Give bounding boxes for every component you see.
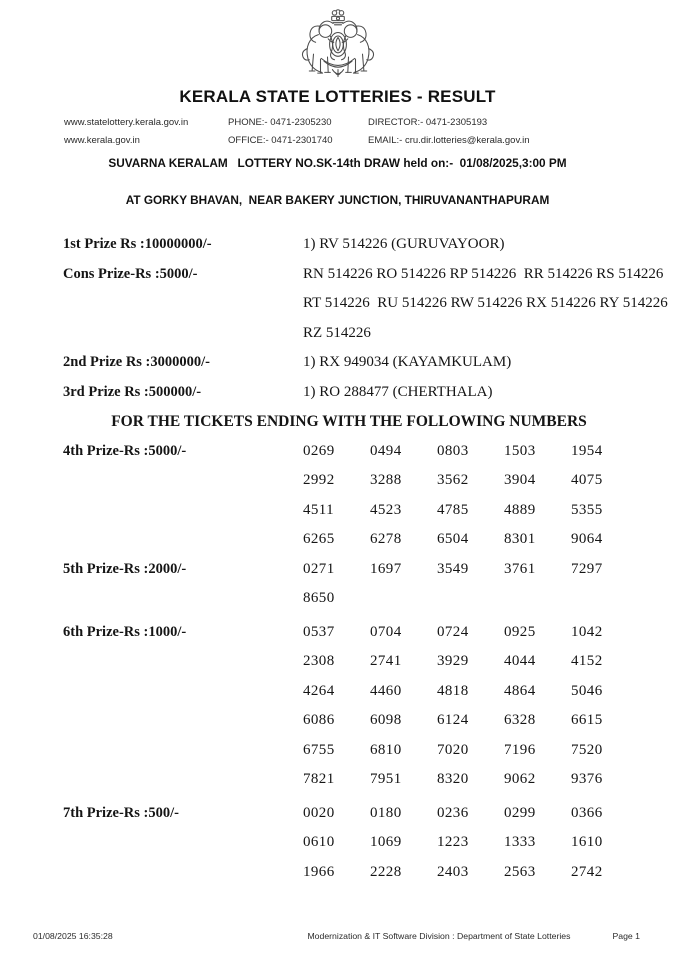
ticket-number: 5355 [571, 501, 603, 518]
ticket-number: 7520 [571, 741, 603, 758]
ticket-number: 1697 [370, 560, 402, 577]
second-prize-label: 2nd Prize Rs :3000000/- [63, 354, 210, 370]
ticket-number: 7196 [504, 741, 536, 758]
ticket-number: 6086 [303, 712, 335, 728]
ticket-number-row [303, 584, 638, 614]
ticket-number: 6278 [370, 531, 402, 547]
ticket-number: 6755 [303, 741, 335, 758]
ticket-number: 0494 [370, 442, 402, 459]
ticket-number: 4511 [303, 501, 335, 518]
consolation-series-line: RZ 514226 [303, 324, 371, 341]
ticket-number-row [303, 525, 638, 555]
ticket-number: 9064 [571, 531, 603, 547]
consolation-series-line: RT 514226 RU 514226 RW 514226 RX 514226 RY 514226 [303, 295, 668, 311]
ticket-number-row [303, 437, 638, 467]
ticket-number: 1503 [504, 442, 536, 459]
seventh-prize-label: 7th Prize-Rs :500/- [63, 804, 179, 821]
emblem-container [0, 0, 675, 87]
ticket-number: 4460 [370, 682, 402, 699]
footer-timestamp: 01/08/2025 16:35:28 [33, 931, 113, 941]
ticket-number: 4152 [571, 653, 603, 669]
ticket-number: 1333 [504, 834, 536, 850]
ticket-number: 0020 [303, 804, 335, 821]
fifth-prize-label: 5th Prize-Rs :2000/- [63, 560, 187, 577]
contact-website-2: www.kerala.gov.in [64, 135, 140, 146]
first-prize-winner: 1) RV 514226 (GURUVAYOOR) [303, 236, 505, 252]
ticket-number: 3761 [504, 560, 536, 577]
ticket-number: 8320 [437, 771, 469, 787]
cons-prize-series [303, 260, 668, 349]
ticket-number-row [303, 765, 638, 795]
page-footer [0, 931, 675, 941]
ticket-number: 0610 [303, 834, 335, 850]
second-prize-row [63, 348, 635, 378]
ticket-number: 3562 [437, 472, 469, 488]
ticket-number: 7020 [437, 741, 469, 758]
results-section [63, 230, 668, 887]
ticket-number: 2403 [437, 863, 469, 880]
ticket-number-row [303, 677, 638, 707]
third-prize-row [63, 378, 635, 408]
ticket-number: 0269 [303, 442, 335, 459]
fifth-prize-row [63, 555, 635, 614]
contact-email: EMAIL:- cru.dir.lotteries@kerala.gov.in [368, 135, 530, 146]
ticket-number: 0803 [437, 442, 469, 459]
ticket-number: 2992 [303, 472, 335, 488]
ticket-number: 0704 [370, 623, 402, 640]
ticket-number: 6504 [437, 531, 469, 547]
ticket-number: 0724 [437, 623, 469, 640]
ticket-number: 1966 [303, 863, 335, 880]
ticket-number: 1954 [571, 442, 603, 459]
ticket-number: 4523 [370, 501, 402, 518]
contact-website-1: www.statelottery.kerala.gov.in [64, 117, 189, 128]
ticket-number: 6265 [303, 531, 335, 547]
ticket-number: 7297 [571, 560, 603, 577]
contact-info [64, 114, 635, 150]
fourth-prize-numbers [303, 437, 638, 555]
ticket-number-row [303, 555, 638, 585]
ticket-number: 6810 [370, 741, 402, 758]
ticket-number-row [303, 496, 638, 526]
footer-division: Modernization & IT Software Division : Department of State Lotteries [307, 931, 571, 941]
ticket-number-row [303, 736, 638, 766]
ticket-number: 6124 [437, 712, 469, 728]
ticket-number: 7951 [370, 771, 402, 787]
ticket-number-row [303, 828, 638, 858]
contact-phone: PHONE:- 0471-2305230 [228, 117, 332, 128]
ticket-number: 1610 [571, 834, 603, 850]
ticket-number: 0180 [370, 804, 402, 821]
ticket-number: 3929 [437, 653, 469, 669]
ticket-number-row [303, 706, 638, 736]
ticket-number: 2563 [504, 863, 536, 880]
ticket-number: 9062 [504, 771, 536, 787]
sixth-prize-row [63, 618, 635, 795]
ticket-number: 0366 [571, 804, 603, 821]
ticket-number: 0299 [504, 804, 536, 821]
ticket-number: 4785 [437, 501, 469, 518]
seventh-prize-numbers [303, 799, 638, 888]
ticket-number: 3549 [437, 560, 469, 577]
ticket-number: 9376 [571, 771, 603, 787]
ticket-number-row [303, 618, 638, 648]
ticket-number: 4075 [571, 472, 603, 488]
kerala-government-emblem-icon [296, 8, 380, 85]
ticket-number-row [303, 466, 638, 496]
ticket-number: 3904 [504, 472, 536, 488]
ticket-number: 7821 [303, 771, 335, 787]
ticket-number: 3288 [370, 472, 402, 488]
venue-line: AT GORKY BHAVAN, NEAR BAKERY JUNCTION, THIRUVANANTHAPURAM [125, 193, 550, 207]
ticket-number: 0271 [303, 560, 335, 577]
ticket-number: 6098 [370, 712, 402, 728]
draw-info-line: SUVARNA KERALAM LOTTERY NO.SK-14th DRAW held on:- 01/08/2025,3:00 PM [108, 156, 567, 170]
seventh-prize-row [63, 799, 635, 888]
cons-prize-label: Cons Prize-Rs :5000/- [63, 265, 198, 282]
ticket-number: 0537 [303, 623, 335, 640]
consolation-series-line: RN 514226 RO 514226 RP 514226 RR 514226 RS 514226 [303, 265, 664, 282]
ticket-number: 2741 [370, 653, 402, 669]
ticket-number: 2308 [303, 653, 335, 669]
ticket-number-row [303, 799, 638, 829]
ticket-number: 4889 [504, 501, 536, 518]
sixth-prize-label: 6th Prize-Rs :1000/- [63, 623, 187, 640]
fourth-prize-row [63, 437, 635, 555]
ticket-number: 2742 [571, 863, 603, 880]
ticket-number: 1042 [571, 623, 603, 640]
ticket-number: 6328 [504, 712, 536, 728]
ticket-number: 1223 [437, 834, 469, 850]
third-prize-label: 3rd Prize Rs :500000/- [63, 383, 202, 400]
ticket-number: 4864 [504, 682, 536, 699]
ticket-number: 2228 [370, 863, 402, 880]
first-prize-row [63, 230, 635, 260]
second-prize-winner: 1) RX 949034 (KAYAMKULAM) [303, 354, 512, 370]
footer-page-number: Page 1 [612, 931, 640, 941]
ending-numbers-heading: FOR THE TICKETS ENDING WITH THE FOLLOWING NUMBERS [111, 413, 587, 430]
ticket-number: 6615 [571, 712, 603, 728]
contact-office: OFFICE:- 0471-2301740 [228, 135, 333, 146]
sixth-prize-numbers [303, 618, 638, 795]
ticket-number-row [303, 858, 638, 888]
ticket-number: 0925 [504, 623, 536, 640]
ticket-number: 4044 [504, 653, 536, 669]
ticket-number: 0236 [437, 804, 469, 821]
ticket-number: 1069 [370, 834, 402, 850]
ticket-number: 8301 [504, 531, 536, 547]
third-prize-winner: 1) RO 288477 (CHERTHALA) [303, 383, 493, 400]
page-title: KERALA STATE LOTTERIES - RESULT [179, 87, 496, 106]
fourth-prize-label: 4th Prize-Rs :5000/- [63, 442, 187, 459]
ticket-number: 8650 [303, 590, 335, 606]
first-prize-label: 1st Prize Rs :10000000/- [63, 236, 212, 252]
cons-prize-row [63, 260, 668, 349]
ticket-number: 4818 [437, 682, 469, 699]
contact-director: DIRECTOR:- 0471-2305193 [368, 117, 488, 128]
ticket-number: 4264 [303, 682, 335, 699]
fifth-prize-numbers [303, 555, 638, 614]
ticket-number: 5046 [571, 682, 603, 699]
ticket-number-row [303, 647, 638, 677]
